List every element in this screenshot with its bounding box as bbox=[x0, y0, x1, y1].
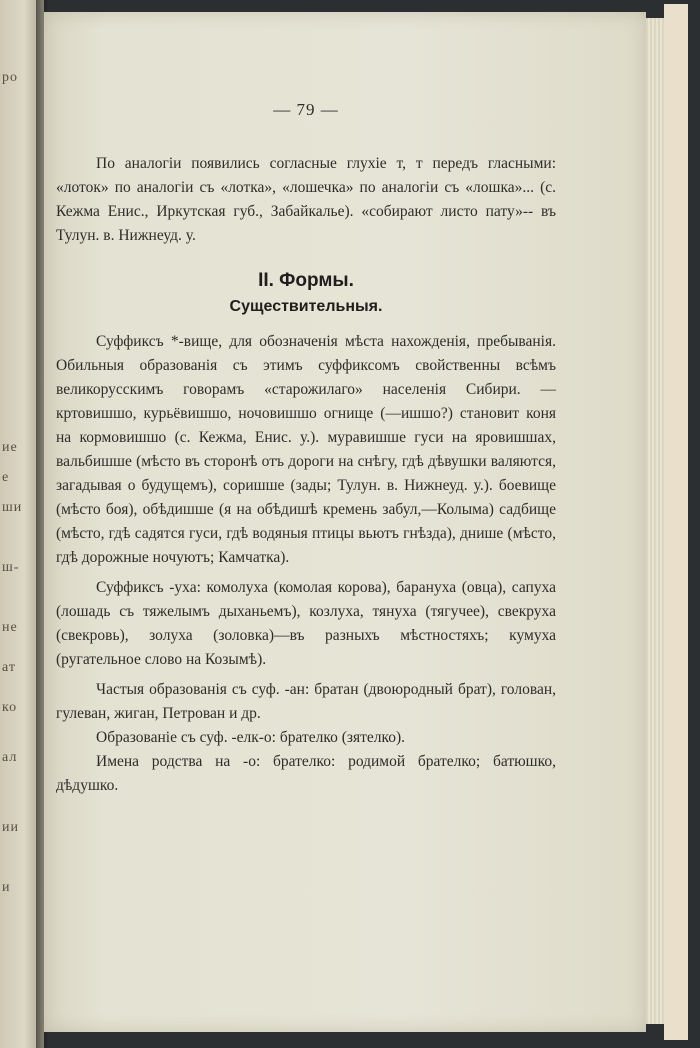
background-strip bbox=[688, 0, 700, 1048]
left-page-fragment: и bbox=[2, 880, 11, 895]
paragraph-kinship-names: Имена родства на -о: брателко: родимой брателко; батюшко, дѣдушко. bbox=[56, 753, 556, 794]
section-title: II. Формы. bbox=[258, 270, 354, 291]
paragraph-suffix-ukha: Суффиксъ -уха: комолуха (комолая корова), барануха (овца), сапуха (лошадь съ тяжелымъ дыханьемъ), козлуха, тянуха (тягучее), свекруха (свекровь), золуха (золовка)—въ разныхъ мѣстностяхъ; кумуха (ругательное слово на Козымѣ). bbox=[56, 579, 556, 668]
left-page-fragment: ро bbox=[2, 70, 18, 85]
book-cover-edge bbox=[664, 4, 688, 1040]
page-content bbox=[56, 100, 556, 798]
left-page-fragment: не bbox=[2, 620, 18, 635]
paragraph-suffix-an: Частыя образованія съ суф. -ан: братан (двоюродный брат), голован, гулеван, жиган, Петрован и др. bbox=[56, 681, 556, 722]
left-page-fragment: ко bbox=[2, 700, 18, 715]
paragraph-suffix-vische: Суффиксъ *-вище, для обозначенія мѣста нахожденія, пребыванія. Обильныя образованія съ этимъ суффиксомъ свойственны всѣмъ великорусскимъ говорамъ «старожилаго» населенія Сибири. — кртовишшо, курьёвишшо, ночовишшо огнище (—ишшо?) становит коня на кормовишшо (с. Кежма, Енис. у.). муравишше гуси на яровишшах, вальбишше (мѣсто въ сторонѣ отъ дороги на снѣгу, гдѣ дѣвушки валяются, загадывая о будущемъ), соришше (зады; Тулун. в. Нижнеуд. у.). боевище (мѣсто боя), обѣдишше (я на обѣдишѣ кремень забул,—Колыма) садбище (мѣсто, гдѣ садятся гуси, гдѣ водяныя птицы вьютъ гнѣзда), днише (мѣсто, гдѣ дорожные ночуютъ; Камчатка). bbox=[56, 333, 556, 566]
left-page-fragment: ал bbox=[2, 750, 18, 765]
intro-paragraph: По аналогіи появились согласные глухіе т, т передъ гласными: «лоток» по аналогіи съ «лотка», «лошечка» по аналогіи съ «лошка»... (с. Кежма Енис., Иркутская губ., Забайкалье). «собирают листо пату»-- въ Тулун. в. Нижнеуд. у. bbox=[56, 155, 556, 244]
left-page-fragment: ии bbox=[2, 820, 19, 835]
left-page-fragment: ш- bbox=[2, 560, 20, 575]
left-page-fragment: ши bbox=[2, 500, 23, 515]
section-subtitle: Существительныя. bbox=[229, 298, 383, 315]
paragraph-suffix-elko: Образованіе съ суф. -елк-о: брателко (зятелко). bbox=[96, 729, 406, 746]
left-page-fragment: ие bbox=[2, 440, 18, 455]
page-number: — 79 — bbox=[273, 100, 339, 119]
left-page-fragment: е bbox=[2, 470, 10, 485]
left-page-fragment: ат bbox=[2, 660, 16, 675]
